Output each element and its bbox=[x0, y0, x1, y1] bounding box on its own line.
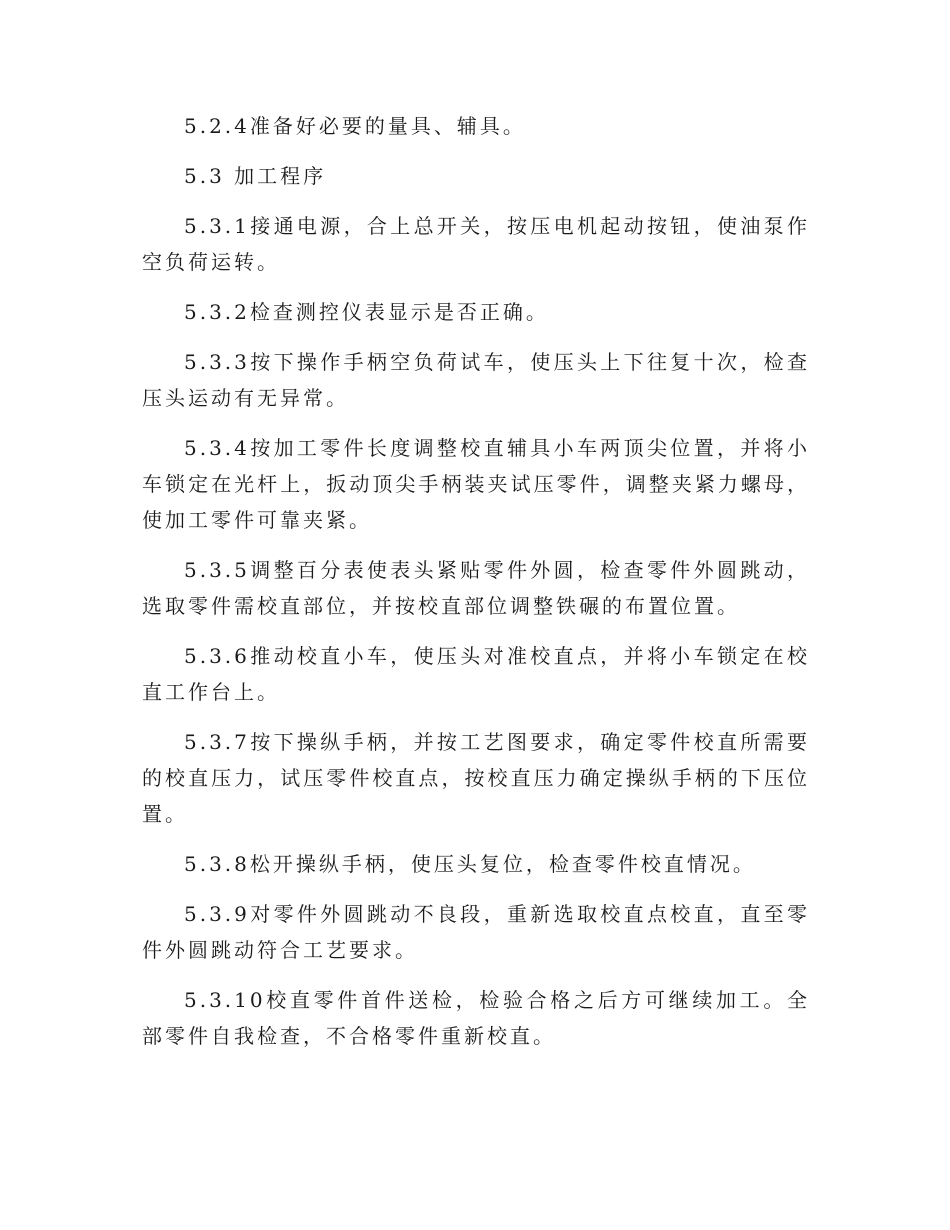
paragraph-5-3-9: 5.3.9对零件外圆跳动不良段，重新选取校直点校直，直至零件外圆跳动符合工艺要求。 bbox=[142, 902, 810, 962]
paragraph-5-2-4: 5.2.4准备好必要的量具、辅具。 bbox=[184, 114, 526, 138]
paragraph-5-3-3: 5.3.3按下操作手柄空负荷试车，使压头上下往复十次，检查压头运动有无异常。 bbox=[142, 350, 810, 410]
paragraph-5-3-10: 5.3.10校直零件首件送检，检验合格之后方可继续加工。全部零件自我检查，不合格零件重新校直。 bbox=[142, 988, 810, 1048]
paragraph-5-3-2: 5.3.2检查测控仪表显示是否正确。 bbox=[184, 300, 549, 324]
paragraph-5-3-1: 5.3.1接通电源，合上总开关，按压电机起动按钮，使油泵作空负荷运转。 bbox=[142, 214, 810, 274]
paragraph-5-3-7: 5.3.7按下操纵手柄，并按工艺图要求，确定零件校直所需要的校直压力，试压零件校直点，按校直压力确定操纵手柄的下压位置。 bbox=[142, 730, 810, 826]
paragraph-5-3-4: 5.3.4按加工零件长度调整校直辅具小车两顶尖位置，并将小车锁定在光杆上，扳动顶尖手柄装夹试压零件，调整夹紧力螺母，使加工零件可靠夹紧。 bbox=[142, 436, 810, 532]
paragraph-5-3-5: 5.3.5调整百分表使表头紧贴零件外圆，检查零件外圆跳动，选取零件需校直部位，并按校直部位调整铁碾的布置位置。 bbox=[142, 558, 810, 618]
document-body bbox=[142, 108, 810, 1068]
paragraph-5-3-6: 5.3.6推动校直小车，使压头对准校直点，并将小车锁定在校直工作台上。 bbox=[142, 644, 810, 704]
section-heading-5-3: 5.3 加工程序 bbox=[184, 164, 327, 188]
paragraph-5-3-8: 5.3.8松开操纵手柄，使压头复位，检查零件校直情况。 bbox=[184, 852, 756, 876]
